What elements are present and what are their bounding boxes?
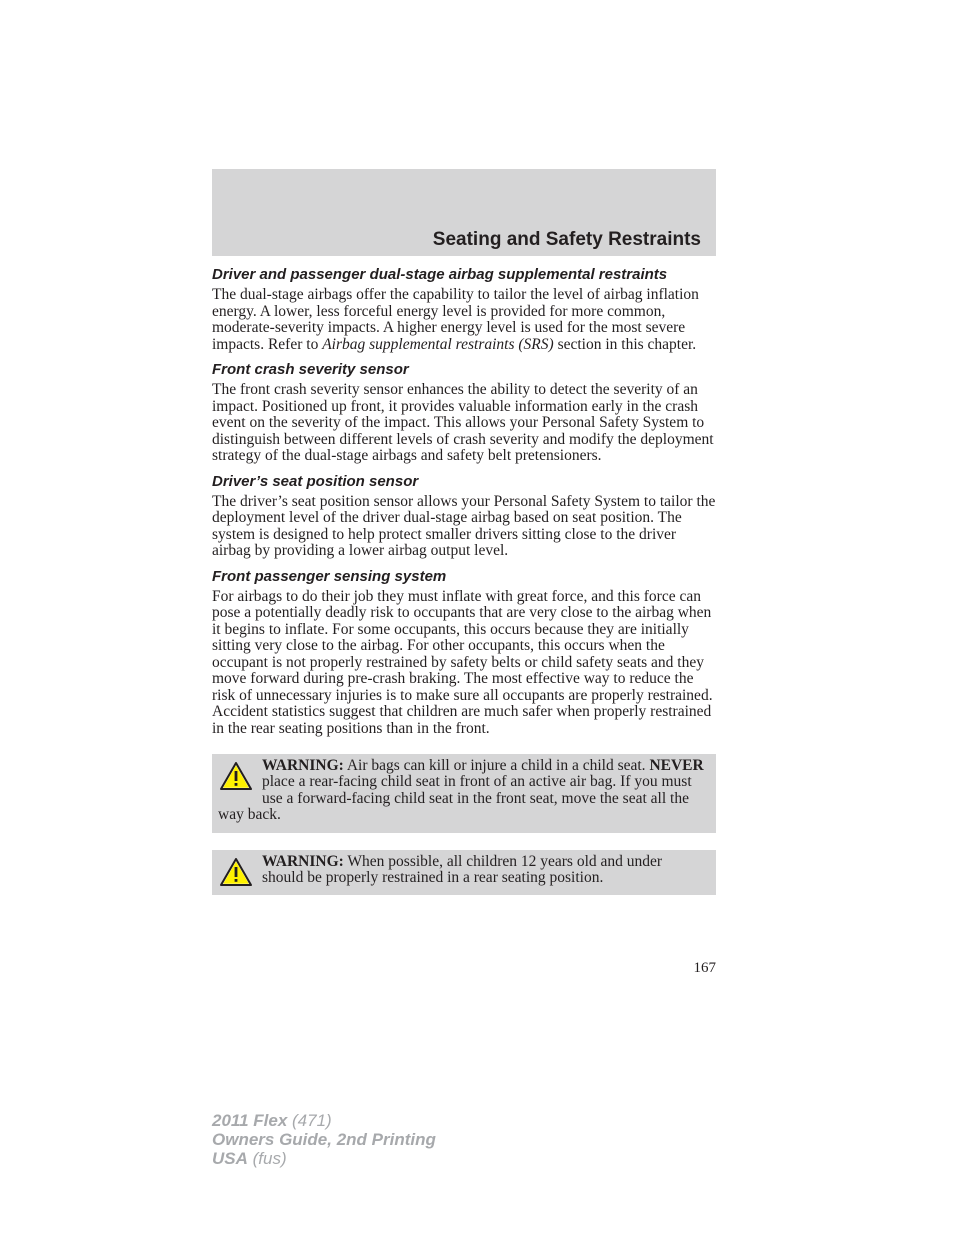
document-footer bbox=[212, 1111, 436, 1168]
section-front-crash-sensor bbox=[212, 360, 716, 465]
section-passenger-sensing bbox=[212, 567, 716, 738]
section-paragraph: For airbags to do their job they must inflate with great force, and this force can pose a potentially deadly risk to occupants that are very close to the airbag when it begins to inflate. For some occupants, this occurs because they are initially sitting very close to the airbag. For other occupants, this occurs when the occupant is not properly restrained by safety belts or child safety seats and they move forward during pre-crash braking. The most effective way to reduce the risk of unnecessary injuries is to make sure all occupants are properly restrained. Accident statistics suggest that children are much safer when properly restrained in the rear seating positions than in the front. bbox=[212, 587, 713, 737]
warning-box: WARNING: Air bags can kill or injure a child in a child seat. NEVER place a rear-facing child seat in front of an active air bag. If you must use a forward-facing child seat in the front seat, move the seat all the way back. bbox=[212, 754, 716, 833]
footer-region-line: USA (fus) bbox=[212, 1149, 287, 1168]
warning-box: WARNING: When possible, all children 12 years old and under should be properly restrained in a rear seating position. bbox=[212, 850, 716, 896]
section-heading: Driver and passenger dual-stage airbag supplemental restraints bbox=[212, 266, 668, 283]
warning-emphasis: NEVER bbox=[649, 757, 704, 774]
section-heading: Front passenger sensing system bbox=[212, 567, 447, 585]
page-content bbox=[212, 265, 716, 895]
cross-reference: Airbag supplemental restraints (SRS) bbox=[322, 335, 554, 353]
section-paragraph: The driver’s seat position sensor allows your Personal Safety System to tailor the deployment level of the driver dual-stage airbag based on seat position. The system is designed to help protect smaller drivers sitting close to the driver airbag by providing a lower airbag output level. bbox=[212, 492, 716, 559]
section-seat-position-sensor bbox=[212, 472, 716, 560]
warning-triangle-icon bbox=[219, 857, 253, 887]
section-paragraph: The front crash severity sensor enhances the ability to detect the severity of an impact. Positioned up front, it provides valuable information early in the crash event on the severity of the impact. This allows your Personal Safety System to distinguish between different levels of crash severity and modify the deployment strategy of the dual-stage airbags and safety belt pretensioners. bbox=[212, 381, 714, 464]
footer-guide-line: Owners Guide, 2nd Printing bbox=[212, 1130, 436, 1149]
chapter-header bbox=[212, 169, 716, 256]
warning-label: WARNING: bbox=[262, 757, 344, 774]
section-paragraph: The dual-stage airbags offer the capability to tailor the level of airbag inflation energy. A lower, less forceful energy level is provided for more common, moderate-severity impacts. A higher energy level is used for the most severe impacts. Refer to Airbag supplemental restraints (SRS) section in this chapter. bbox=[212, 286, 699, 353]
page-number: 167 bbox=[693, 960, 716, 976]
warning-triangle-icon bbox=[219, 761, 253, 791]
section-heading: Driver’s seat position sensor bbox=[212, 472, 419, 490]
chapter-title: Seating and Safety Restraints bbox=[432, 229, 701, 250]
warning-label: WARNING: bbox=[262, 852, 344, 870]
section-heading: Front crash severity sensor bbox=[212, 361, 409, 378]
footer-model-line: 2011 Flex (471) bbox=[212, 1111, 332, 1130]
section-dual-stage-airbag bbox=[212, 265, 716, 353]
